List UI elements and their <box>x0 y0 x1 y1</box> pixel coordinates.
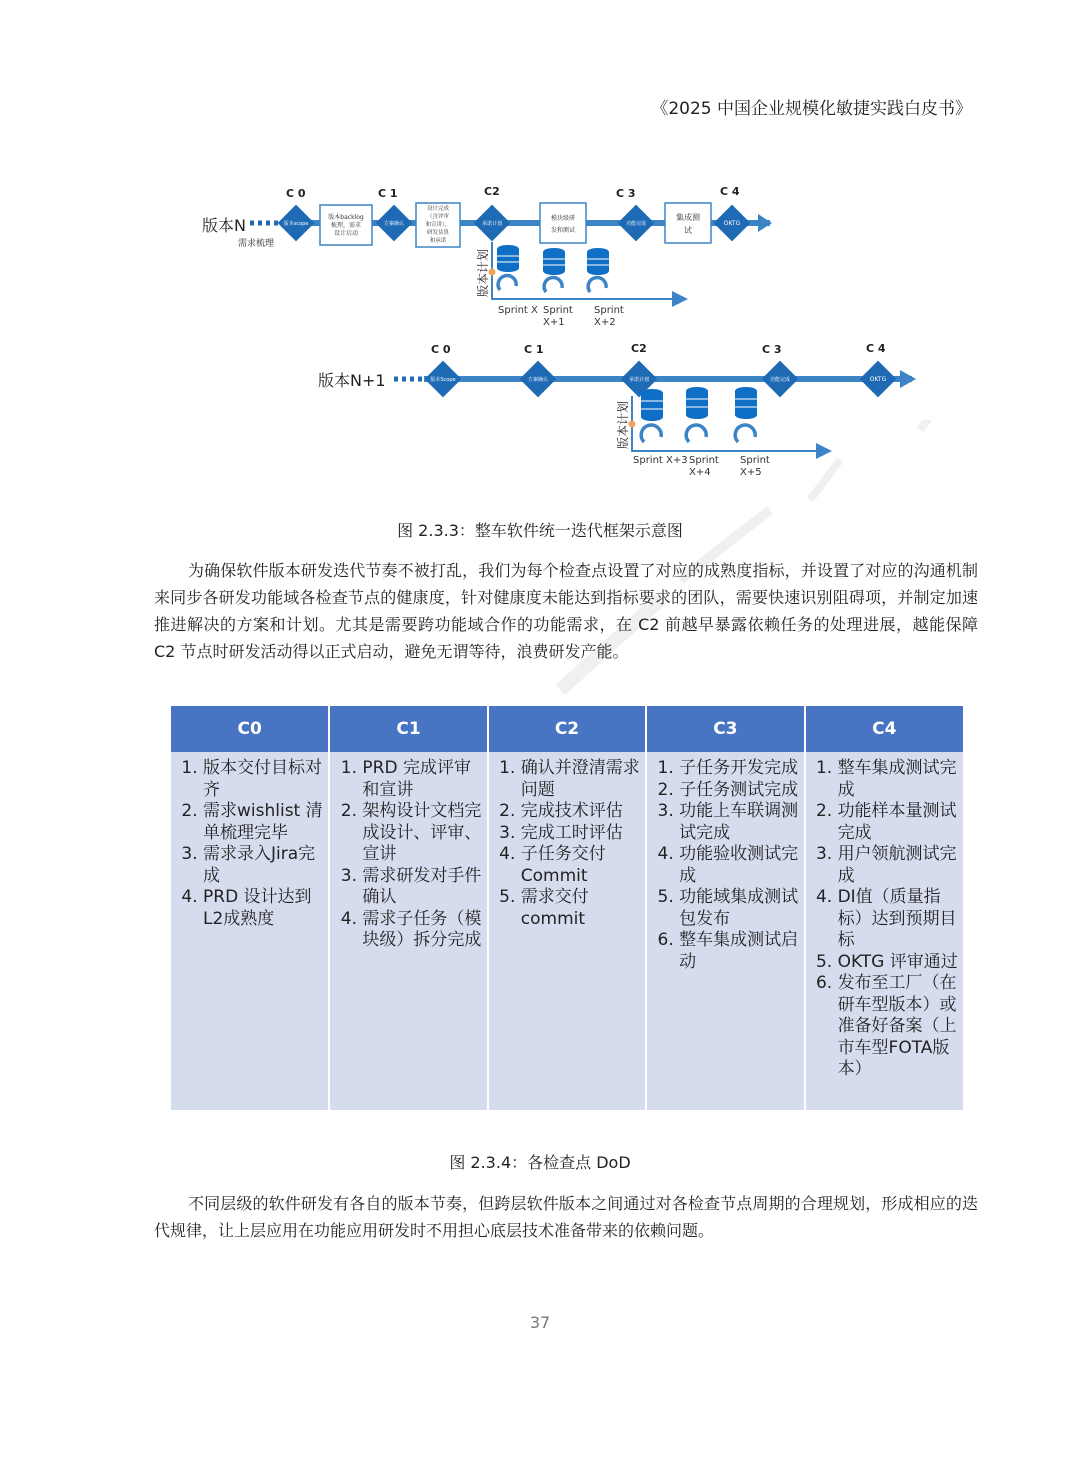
dod-c2-item: 1. 确认并澄清需求问题 <box>521 758 641 801</box>
dod-c2-item: 5. 需求交付commit <box>521 887 641 930</box>
version-n-box-design-l1: 设计完成 <box>426 206 450 212</box>
dod-header-c4: C4 <box>805 706 963 752</box>
dod-cell-c0 <box>171 752 329 1110</box>
dod-c2-item: 3. 完成工时评估 <box>521 823 641 845</box>
dod-header-c3: C3 <box>646 706 804 752</box>
dod-cell-c3 <box>646 752 804 1110</box>
body-paragraph-2 <box>154 1190 978 1244</box>
version-n1-sprint-2-label: Sprint <box>689 455 719 466</box>
dod-c0-item: 1. 版本交付目标对齐 <box>203 758 324 801</box>
dod-c3-item: 2. 子任务测试完成 <box>679 780 799 802</box>
dod-c1-item: 1. PRD 完成评审和宣讲 <box>362 758 482 801</box>
version-n-sprint-3-database-icon <box>587 248 609 292</box>
version-n-diamond-commit-plan-label: 承诺计划 <box>481 221 503 227</box>
dod-table <box>171 706 963 1110</box>
version-n-box-backlog-l3: 设计启动 <box>333 230 359 237</box>
version-n1-sprint-3-label: Sprint <box>740 455 770 466</box>
dod-c4-item: 3. 用户领航测试完成 <box>838 844 959 887</box>
version-n-sprint-1-database-icon <box>497 245 519 290</box>
dod-cell-c4 <box>805 752 963 1110</box>
dod-c4-item: 2. 功能样本量测试完成 <box>838 801 959 844</box>
page-number: 37 <box>529 1313 551 1332</box>
version-n-sprint-2-label: Sprint <box>543 305 573 316</box>
version-n-diamond-feature-done-label: 功能完成 <box>625 221 647 227</box>
body-paragraph-1 <box>154 557 978 665</box>
version-n1-sprint-1-label: Sprint X+3 <box>633 455 688 466</box>
version-n-label: 版本N <box>202 216 246 235</box>
dod-c2-item: 4. 子任务交付Commit <box>521 844 641 887</box>
dod-c3-item: 3. 功能上车联调测试完成 <box>679 801 799 844</box>
dod-c0-item: 3. 需求录入Jira完成 <box>203 844 324 887</box>
figure-caption-iteration: 图 2.3.3：整车软件统一迭代框架示意图 <box>397 521 683 540</box>
version-n-box-integration <box>665 203 711 243</box>
dod-c4-item: 1. 整车集成测试完成 <box>838 758 959 801</box>
version-n1-checkpoint-c0: C 0 <box>431 343 451 356</box>
dod-c1-item: 4. 需求子任务（模块级）拆分完成 <box>362 909 482 952</box>
version-n1-diamond-commit-plan-label: 承诺计划 <box>628 377 650 383</box>
version-n-checkpoint-c3: C 3 <box>616 187 636 200</box>
dod-cell-c2 <box>488 752 646 1110</box>
dod-cell-c1 <box>329 752 487 1110</box>
version-n1-plan-label: 版本计划 <box>616 400 630 449</box>
version-n-diamond-scope-label: 版本scope <box>283 221 309 227</box>
document-header-title: 《2025 中国企业规模化敏捷实践白皮书》 <box>651 99 972 119</box>
dod-c1-item: 3. 需求研发对手件确认 <box>362 866 482 909</box>
version-n1-diamond-oktg-label: OKTG <box>869 376 887 383</box>
version-n1-diamond-scope-label: 版本Scope <box>430 377 456 383</box>
dod-c2-item: 2. 完成技术评估 <box>521 801 641 823</box>
version-n-checkpoint-c1: C 1 <box>378 187 398 200</box>
dod-header-c0: C0 <box>171 706 329 752</box>
version-n1-checkpoint-c3: C 3 <box>762 343 782 356</box>
figure-caption-dod: 图 2.3.4：各检查点 DoD <box>449 1153 631 1172</box>
version-n-diamond-solution-label: 方案确认 <box>383 221 405 227</box>
version-n-box-integration-l2: 试 <box>684 226 692 235</box>
dod-c4-item: 5. OKTG 评审通过 <box>838 952 959 974</box>
version-n-sprint-1-label: Sprint X <box>498 305 538 316</box>
version-n-checkpoint-c2: C2 <box>484 185 500 198</box>
version-n1-checkpoint-c4: C 4 <box>866 342 886 355</box>
version-n-sprint-3-sublabel: X+2 <box>594 317 616 328</box>
version-n1-sprint-3-sublabel: X+5 <box>740 467 762 478</box>
version-n-box-design-l5: 和承诺 <box>429 238 447 244</box>
version-n-box-design-l3: 和宣讲）， <box>425 222 451 228</box>
version-n1-checkpoint-c2: C2 <box>631 342 647 355</box>
version-n1-diamond-solution-label: 方案确认 <box>527 377 549 383</box>
dod-c3-item: 5. 功能域集成测试包发布 <box>679 887 799 930</box>
version-n1-diamond-feature-done-label: 功能完成 <box>769 377 791 383</box>
dod-c4-item: 4. DI值（质量指标）达到预期目标 <box>838 887 959 952</box>
version-n1-sprint-2-sublabel: X+4 <box>689 467 711 478</box>
dod-c3-item: 6. 整车集成测试启动 <box>679 930 799 973</box>
version-n1-label: 版本N+1 <box>318 371 386 390</box>
version-n1-checkpoint-c1: C 1 <box>524 343 544 356</box>
version-n-box-design-l4: 研发估算 <box>426 230 450 236</box>
body-paragraph-1-text: 为确保软件版本研发迭代节奏不被打乱，我们为每个检查点设置了对应的成熟度指标，并设置了对应的沟通机制来同步各研发功能域各检查节点的健康度，针对健康度未能达到指标要求的团队，需要快速识别阻碍项，并制定加速推进解决的方案和计划。尤其是需要跨功能域合作的功能需求，在 C2 前越早暴露依赖任务的处理进展，越能保障 C2 节点时研发活动得以正式启动，避免无谓等待，浪费研发产能。 <box>154 561 978 661</box>
version-n-sublabel: 需求梳理 <box>238 239 275 249</box>
version-n-sprint-3-label: Sprint <box>594 305 624 316</box>
version-n1-timeline-arrowhead <box>900 370 916 388</box>
dod-header-c1: C1 <box>329 706 487 752</box>
dod-c1-item: 2. 架构设计文档完成设计、评审、宣讲 <box>362 801 482 866</box>
version-n-box-design-l2: （含评审 <box>426 214 450 220</box>
version-n-box-backlog-l2: 梳理，需求 <box>330 222 362 229</box>
version-n-box-integration-l1: 集成测 <box>676 213 700 222</box>
version-n-plan-label: 版本计划 <box>476 248 490 297</box>
dod-c4-item: 6. 发布至工厂（在研车型版本）或准备好备案（上市车型FOTA版本） <box>838 973 959 1081</box>
body-paragraph-2-text: 不同层级的软件研发有各自的版本节奏，但跨层软件版本之间通过对各检查节点周期的合理规划，形成相应的迭代规律，让上层应用在功能应用研发时不用担心底层技术准备带来的依赖问题。 <box>154 1194 978 1240</box>
dod-c3-item: 1. 子任务开发完成 <box>679 758 799 780</box>
dod-table-body-row <box>171 752 963 1110</box>
version-n-timeline-arrowhead <box>758 214 772 232</box>
version-n-box-module-dev <box>540 203 586 243</box>
dod-c0-item: 4. PRD 设计达到L2成熟度 <box>203 887 324 930</box>
version-n-checkpoint-c4: C 4 <box>720 185 740 198</box>
version-n-box-module-dev-l2: 发和测试 <box>550 227 576 234</box>
dod-header-c2: C2 <box>488 706 646 752</box>
version-n-box-module-dev-l1: 模块级研 <box>550 215 576 222</box>
version-n-sprint-2-database-icon <box>543 248 565 292</box>
version-n-box-backlog-l1: 版本backlog <box>328 214 364 221</box>
version-n-sprint-2-sublabel: X+1 <box>543 317 565 328</box>
dod-c0-item: 2. 需求wishlist 清单梳理完毕 <box>203 801 324 844</box>
version-n-checkpoint-c0: C 0 <box>286 187 306 200</box>
version-n-diamond-oktg-label: OKTG <box>723 220 741 227</box>
dod-table-header-row <box>171 706 963 752</box>
dod-c3-item: 4. 功能验收测试完成 <box>679 844 799 887</box>
